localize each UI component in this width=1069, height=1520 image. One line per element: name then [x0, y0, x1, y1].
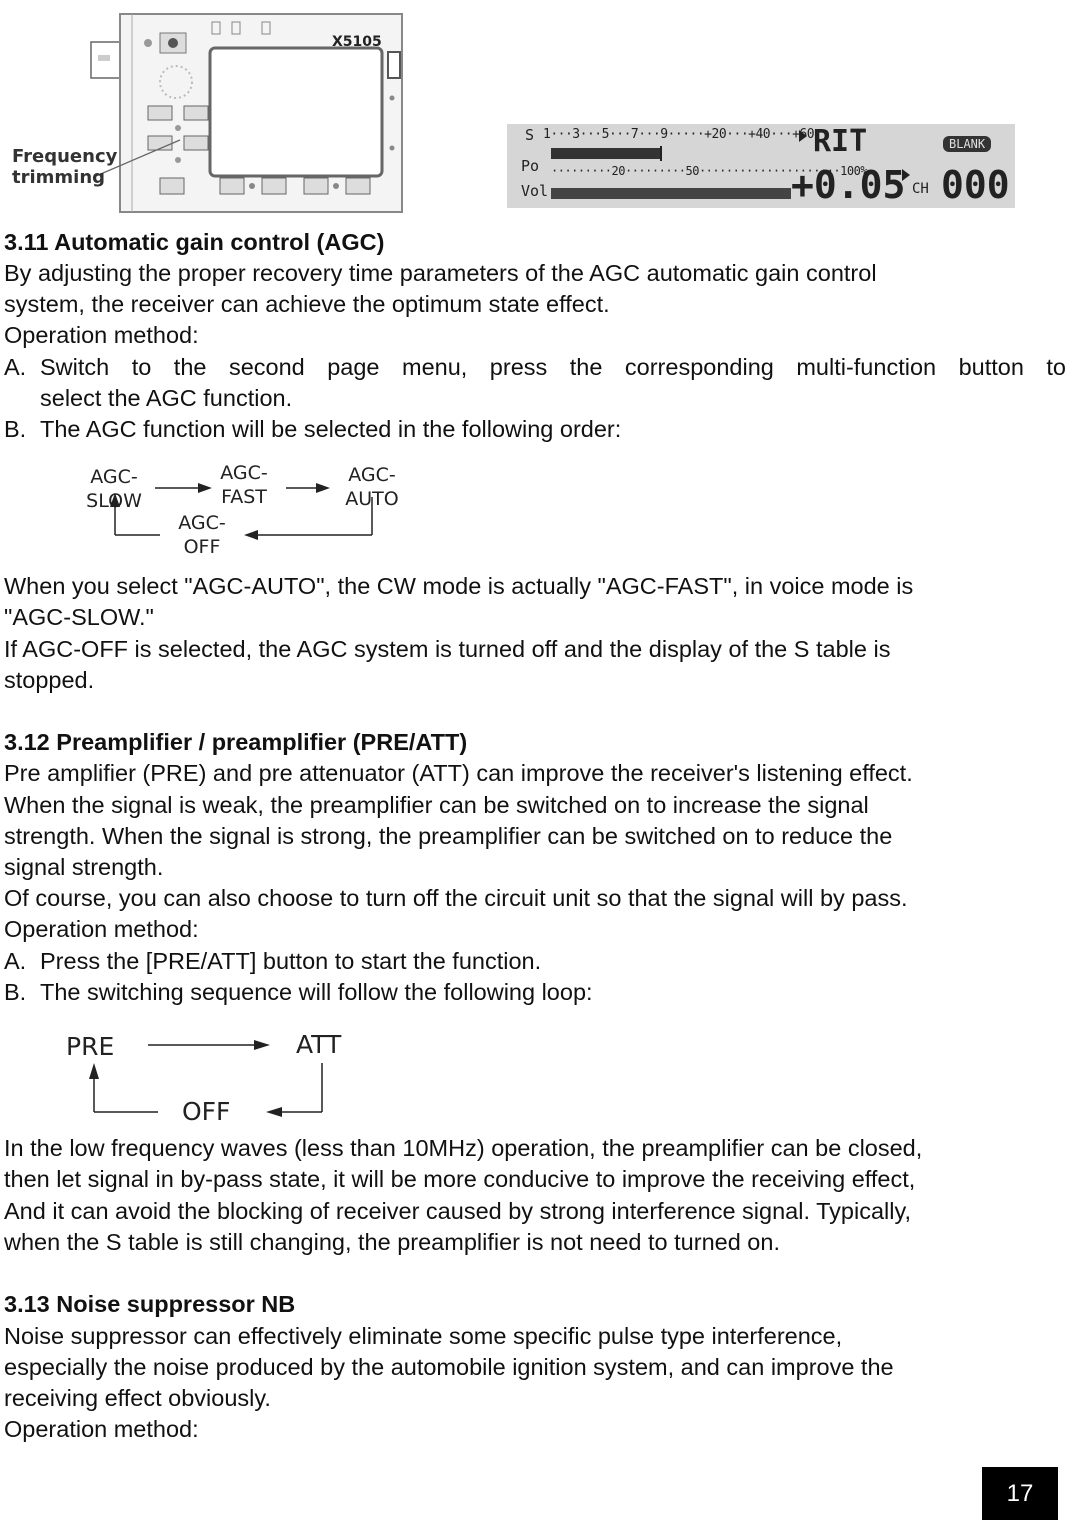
lcd-offset-value: +0.05	[791, 163, 906, 207]
pre-step-a-label: A.	[4, 948, 27, 974]
lcd-po-scale: ·········20·········50·····················100%	[551, 164, 868, 178]
pre-paragraph-line1: Pre amplifier (PRE) and pre attenuator (ATT) can improve the receiver's listening effect.	[4, 760, 913, 786]
pre-note-line3: And it can avoid the blocking of receiver caused by strong interference signal. Typically,	[4, 1198, 911, 1224]
pre-step-b-text: The switching sequence will follow the following loop:	[40, 979, 593, 1005]
pre-paragraph-line5: Of course, you can also choose to turn off the circuit unit so that the signal will by pass.	[4, 885, 908, 911]
off-node: OFF	[182, 1097, 231, 1126]
agc-operation-label: Operation method:	[4, 322, 199, 348]
lcd-blank-badge: BLANK	[943, 136, 991, 152]
lcd-po-label: Po	[521, 157, 540, 175]
pre-note-line2: then let signal in by-pass state, it will be more conducive to improve the receiving effect,	[4, 1166, 916, 1192]
pre-paragraph-line2: When the signal is weak, the preamplifier can be switched on to increase the signal	[4, 792, 869, 818]
pre-step-a-text: Press the [PRE/ATT] button to start the function.	[40, 948, 542, 974]
pre-step-a	[4, 946, 1066, 977]
agc-intro-line1: By adjusting the proper recovery time parameters of the AGC automatic gain control	[4, 260, 877, 286]
pre-step-b-label: B.	[4, 979, 27, 1005]
agc-note-line2: "AGC-SLOW."	[4, 604, 154, 630]
att-node: ATT	[296, 1030, 342, 1059]
nb-line1: Noise suppressor can effectively eliminate some specific pulse type interference,	[4, 1323, 843, 1349]
frequency-trimming-callout-line2: trimming	[12, 167, 106, 188]
agc-fast-node: AGC- FAST	[220, 462, 268, 508]
agc-off-node: AGC- OFF	[178, 512, 226, 558]
radio-model-label: X5105	[332, 34, 382, 50]
agc-step-a-label: A.	[4, 354, 27, 380]
frequency-trimming-callout-line1: Frequency	[12, 146, 118, 167]
agc-step-b-text: The AGC function will be selected in the following order:	[40, 416, 622, 442]
agc-note-line1: When you select "AGC-AUTO", the CW mode is actually "AGC-FAST", in voice mode is	[4, 573, 914, 599]
lcd-s-scale: 1···3···5···7···9·····+20···+40···+60	[543, 127, 815, 142]
agc-auto-node: AGC- AUTO	[345, 464, 399, 510]
agc-step-b-label: B.	[4, 416, 27, 442]
lcd-channel-prefix: CH	[912, 181, 929, 197]
section-heading-nb: 3.13 Noise suppressor NB	[4, 1291, 296, 1317]
agc-note-line3: If AGC-OFF is selected, the AGC system is turned off and the display of the S table is	[4, 636, 891, 662]
pre-note-line1: In the low frequency waves (less than 10MHz) operation, the preamplifier can be closed,	[4, 1135, 923, 1161]
nb-line3: receiving effect obviously.	[4, 1385, 271, 1411]
section-heading-pre-att: 3.12 Preamplifier / preamplifier (PRE/ATT)	[4, 729, 468, 755]
agc-note-line4: stopped.	[4, 667, 95, 693]
pre-step-b	[4, 977, 1066, 1008]
agc-step-a-line1: Switch to the second page menu, press the corresponding multi-function button to	[40, 354, 1066, 380]
agc-slow-node: AGC- SLOW	[86, 466, 142, 512]
agc-intro-line2: system, the receiver can achieve the optimum state effect.	[4, 291, 610, 317]
pre-paragraph-line4: signal strength.	[4, 854, 164, 880]
pre-note-line4: when the S table is still changing, the preamplifier is not need to turned on.	[4, 1229, 780, 1255]
pre-node: PRE	[66, 1032, 115, 1061]
pre-att-cycle-diagram	[0, 1025, 420, 1125]
agc-step-a-line2: select the AGC function.	[40, 385, 293, 411]
lcd-display-figure	[507, 124, 1015, 208]
lcd-vol-label: Vol	[521, 182, 549, 200]
agc-step-a	[4, 352, 1066, 414]
lcd-channel-value: 000	[941, 163, 1010, 207]
page-number: 17	[982, 1467, 1058, 1520]
nb-line2: especially the noise produced by the automobile ignition system, and can improve the	[4, 1354, 894, 1380]
pre-paragraph-line3: strength. When the signal is strong, the preamplifier can be switched on to reduce the	[4, 823, 893, 849]
lcd-s-label: S	[525, 126, 535, 144]
pre-operation-label: Operation method:	[4, 916, 199, 942]
section-heading-agc: 3.11 Automatic gain control (AGC)	[4, 229, 385, 255]
nb-operation-label: Operation method:	[4, 1416, 199, 1442]
agc-step-b	[4, 414, 1066, 445]
agc-cycle-diagram	[0, 455, 420, 565]
lcd-mode-text: RIT	[813, 124, 868, 159]
radio-panel-figure	[0, 0, 410, 218]
